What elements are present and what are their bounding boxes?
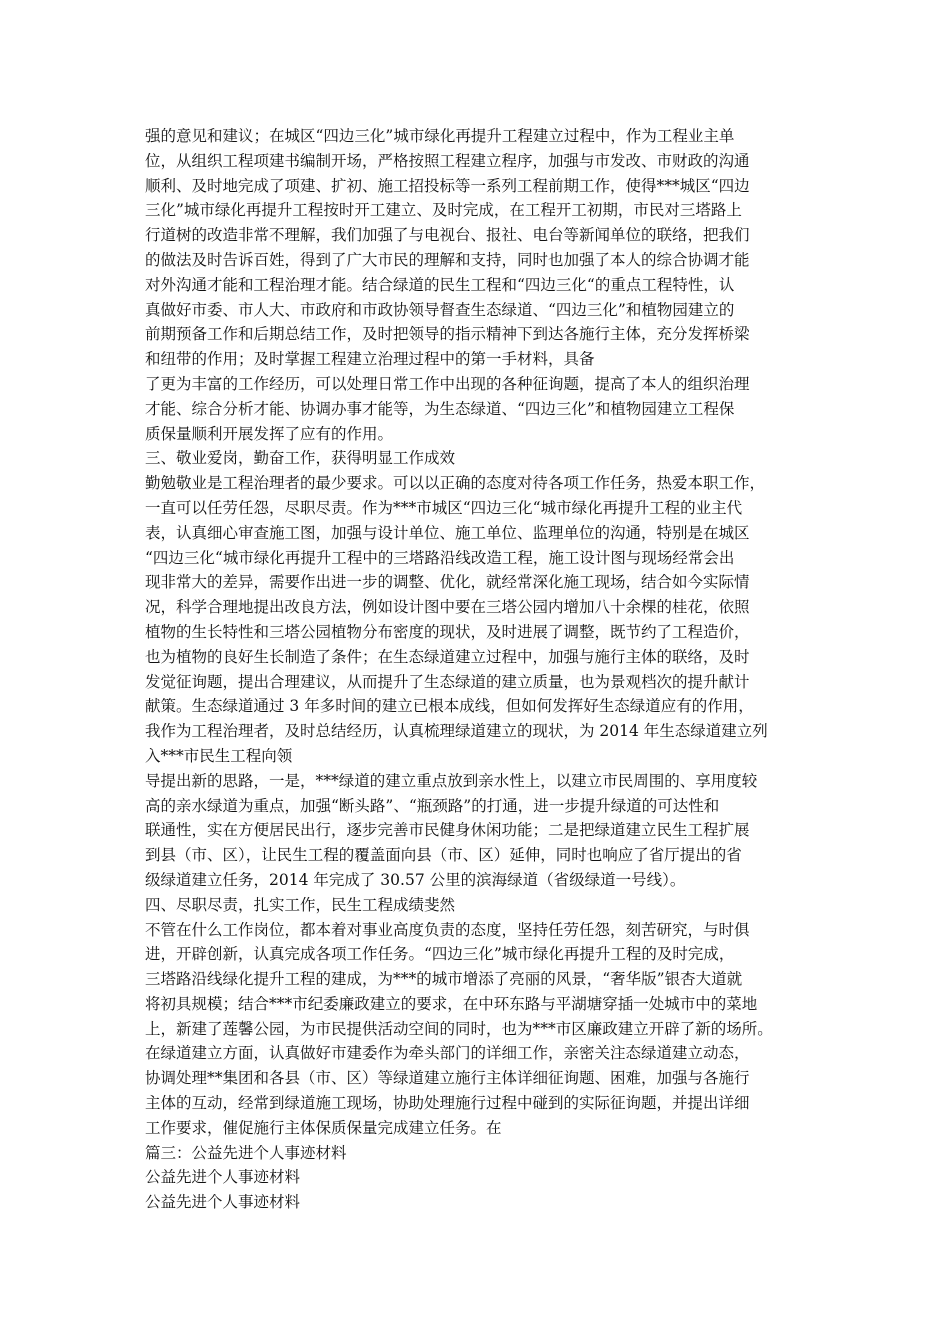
text-line: 联通性，实在方便居民出行，逐步完善市民健身休闲功能；二是把绿道建立民生工程扩展 (145, 821, 750, 840)
text-line: 前期预备工作和后期总结工作，及时把领导的指示精神下到达各施行主体，充分发挥桥梁 (145, 325, 750, 344)
text-line: 对外沟通才能和工程治理才能。结合绿道的民生工程和“四边三化“的重点工程特性，认 (145, 275, 735, 294)
text-line: 三化”城市绿化再提升工程按时开工建立、及时完成，在工程开工初期，市民对三塔路上 (145, 201, 742, 220)
text-line: 况，科学合理地提出改良方法，例如设计图中要在三塔公园内增加八十余棵的桂花，依照 (145, 598, 750, 617)
text-line: 发觉征询题，提出合理建议，从而提升了生态绿道的建立质量，也为景观档次的提升献计 (145, 672, 750, 691)
text-line: 行道树的改造非常不理解，我们加强了与电视台、报社、电台等新闻单位的联络，把我们 (145, 226, 750, 245)
text-line: 高的亲水绿道为重点，加强“断头路”、“瓶颈路”的打通，进一步提升绿道的可达性和 (145, 796, 720, 815)
text-line: 将初具规模；结合***市纪委廉政建立的要求，在中环东路与平湖塘穿插一处城市中的菜地 (145, 994, 758, 1013)
text-line: 到县（市、区），让民生工程的覆盖面向县（市、区）延伸，同时也响应了省厅提出的省 (145, 846, 742, 865)
text-line: 我作为工程治理者，及时总结经历，认真梳理绿道建立的现状，为 2014 年生态绿道建立列 (145, 722, 768, 741)
text-line: 四、尽职尽责，扎实工作，民生工程成绩斐然 (145, 895, 456, 914)
text-line: 不管在什么工作岗位，都本着对事业高度负责的态度，坚持任劳任怨，刻苦研究，与时俱 (145, 920, 750, 939)
text-line: 真做好市委、市人大、市政府和市政协领导督查生态绿道、“四边三化”和植物园建立的 (145, 300, 735, 319)
text-line: 上，新建了莲馨公园，为市民提供活动空间的同时，也为***市区廉政建立开辟了新的场所。 (145, 1019, 773, 1038)
text-line: 才能、综合分析才能、协调办事才能等，为生态绿道、“四边三化”和植物园建立工程保 (145, 399, 735, 418)
text-line: 勤勉敬业是工程治理者的最少要求。可以以正确的态度对待各项工作任务，热爱本职工作， (145, 474, 766, 493)
text-line: 主体的互动，经常到绿道施工现场，协助处理施行过程中碰到的实际征询题，并提出详细 (145, 1094, 750, 1113)
text-line: 和纽带的作用；及时掌握工程建立治理过程中的第一手材料，具备 (145, 350, 595, 369)
text-line: 协调处理**集团和各县（市、区）等绿道建立施行主体详细征询题、困难，加强与各施行 (145, 1069, 750, 1088)
text-line: 植物的生长特性和三塔公园植物分布密度的现状，及时进展了调整，既节约了工程造价， (145, 622, 750, 641)
text-line: 工作要求，催促施行主体保质保量完成建立任务。在 (145, 1118, 502, 1137)
text-line: 质保量顺利开展发挥了应有的作用。 (145, 424, 394, 443)
text-line: 三塔路沿线绿化提升工程的建成，为***的城市增添了亮丽的风景，“奢华版”银杏大道就 (145, 970, 743, 989)
text-line: 三、敬业爱岗，勤奋工作，获得明显工作成效 (145, 449, 456, 468)
document-body (145, 124, 815, 1215)
text-line: 强的意见和建议；在城区“四边三化”城市绿化再提升工程建立过程中，作为工程业主单 (145, 127, 735, 145)
text-line: 现非常大的差异，需要作出进一步的调整、优化，就经常深化施工现场，结合如今实际情 (145, 573, 750, 592)
text-line: 进，开辟创新，认真完成各项工作任务。“四边三化”城市绿化再提升工程的及时完成， (145, 945, 735, 964)
text-line: 公益先进个人事迹材料 (145, 1168, 301, 1187)
text-line: 了更为丰富的工作经历，可以处理日常工作中出现的各种征询题，提高了本人的组织治理 (145, 374, 750, 393)
text-line: 顺利、及时地完成了项建、扩初、施工招投标等一系列工程前期工作，使得***城区“四边 (145, 176, 750, 195)
text-line: “四边三化“城市绿化再提升工程中的三塔路沿线改造工程，施工设计图与现场经常会出 (145, 548, 735, 567)
text-line: 献策。生态绿道通过 3 年多时间的建立已根本成线，但如何发挥好生态绿道应有的作用， (145, 697, 754, 716)
text-line: 篇三：公益先进个人事迹材料 (145, 1143, 347, 1162)
text-line: 位，从组织工程项建书编制开场，严格按照工程建立程序，加强与市发改、市财政的沟通 (145, 151, 750, 170)
text-line: 在绿道建立方面，认真做好市建委作为牵头部门的详细工作，亲密关注态绿道建立动态， (145, 1044, 750, 1063)
text-line: 入***市民生工程向领 (145, 746, 293, 765)
text-line: 导提出新的思路，一是，***绿道的建立重点放到亲水性上，以建立市民周围的、享用度较 (145, 771, 758, 790)
text-line: 表，认真细心审查施工图，加强与设计单位、施工单位、监理单位的沟通，特别是在城区 (145, 523, 750, 542)
text-line: 的做法及时告诉百姓，得到了广大市民的理解和支持，同时也加强了本人的综合协调才能 (145, 250, 750, 269)
text-line: 也为植物的良好生长制造了条件；在生态绿道建立过程中，加强与施行主体的联络，及时 (145, 647, 750, 666)
text-line: 级绿道建立任务，2014 年完成了 30.57 公里的滨海绿道（省级绿道一号线）。 (145, 870, 686, 889)
text-line: 公益先进个人事迹材料 (145, 1193, 301, 1212)
text-line: 一直可以任劳任怨，尽职尽责。作为***市城区“四边三化“城市绿化再提升工程的业主代 (145, 498, 743, 517)
